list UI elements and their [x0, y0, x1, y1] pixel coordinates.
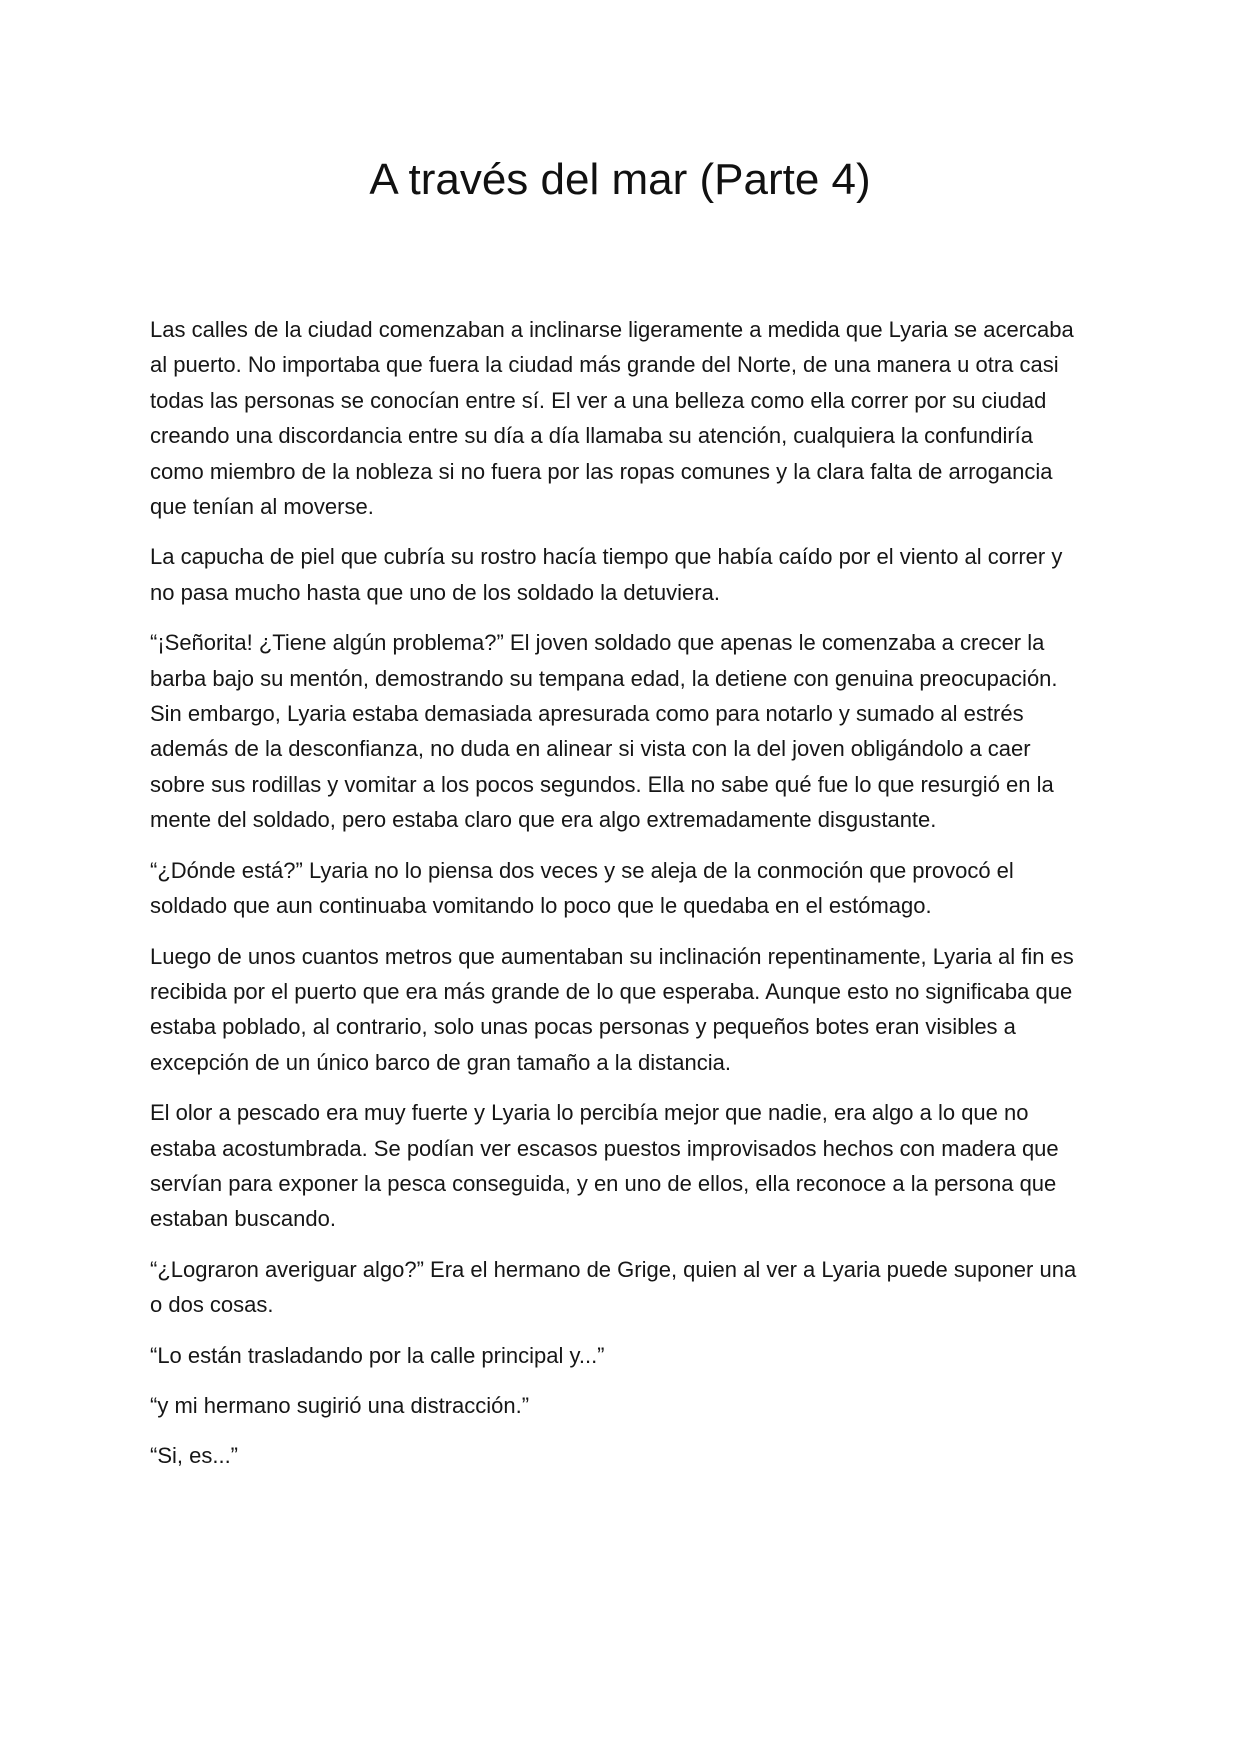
- paragraph: “¿Dónde está?” Lyaria no lo piensa dos veces y se aleja de la conmoción que provocó el soldado que aun continuaba vomitando lo poco que le quedaba en el estómago.: [150, 857, 1014, 919]
- paragraph: “Lo están trasladando por la calle principal y...”: [150, 1342, 605, 1368]
- paragraph: “¿Lograron averiguar algo?” Era el hermano de Grige, quien al ver a Lyaria puede suponer una o dos cosas.: [150, 1256, 1077, 1318]
- paragraph: “Si, es...”: [150, 1443, 239, 1469]
- document-body: [150, 312, 1090, 1489]
- paragraph: La capucha de piel que cubría su rostro hacía tiempo que había caído por el viento al correr y no pasa mucho hasta que uno de los soldado la detuviera.: [150, 544, 1063, 605]
- paragraph: “¡Señorita! ¿Tiene algún problema?” El joven soldado que apenas le comenzaba a crecer la barba bajo su mentón, demostrando su tempana edad, la detiene con genuina preocupación. Sin embargo, Lyaria estaba demasiada apresurada como para notarlo y sumado al estrés además de la desconfianza, no duda en alinear si vista con la del joven obligándolo a caer sobre sus rodillas y vomitar a los pocos segundos. Ella no sabe qué fue lo que resurgió en la mente del soldado, pero estaba claro que era algo extremadamente disgustante.: [150, 630, 1058, 833]
- paragraph: Luego de unos cuantos metros que aumentaban su inclinación repentinamente, Lyaria al fin es recibida por el puerto que era más grande de lo que esperaba. Aunque esto no significaba que estaba poblado, al contrario, solo unas pocas personas y pequeños botes eran visibles a excepción de un único barco de gran tamaño a la distancia.: [150, 943, 1074, 1075]
- paragraph: “y mi hermano sugirió una distracción.”: [150, 1392, 530, 1418]
- page-title: A través del mar (Parte 4): [369, 155, 871, 204]
- paragraph: El olor a pescado era muy fuerte y Lyaria lo percibía mejor que nadie, era algo a lo que no estaba acostumbrada. Se podían ver escasos puestos improvisados hechos con madera que servían para exponer la pesca conseguida, y en uno de ellos, ella reconoce a la persona que estaban buscando.: [150, 1100, 1059, 1232]
- paragraph: Las calles de la ciudad comenzaban a inclinarse ligeramente a medida que Lyaria se acercaba al puerto. No importaba que fuera la ciudad más grande del Norte, de una manera u otra casi todas las personas se conocían entre sí. El ver a una belleza como ella correr por su ciudad creando una discordancia entre su día a día llamaba su atención, cualquiera la confundiría como miembro de la nobleza si no fuera por las ropas comunes y la clara falta de arrogancia que tenían al moverse.: [150, 317, 1074, 520]
